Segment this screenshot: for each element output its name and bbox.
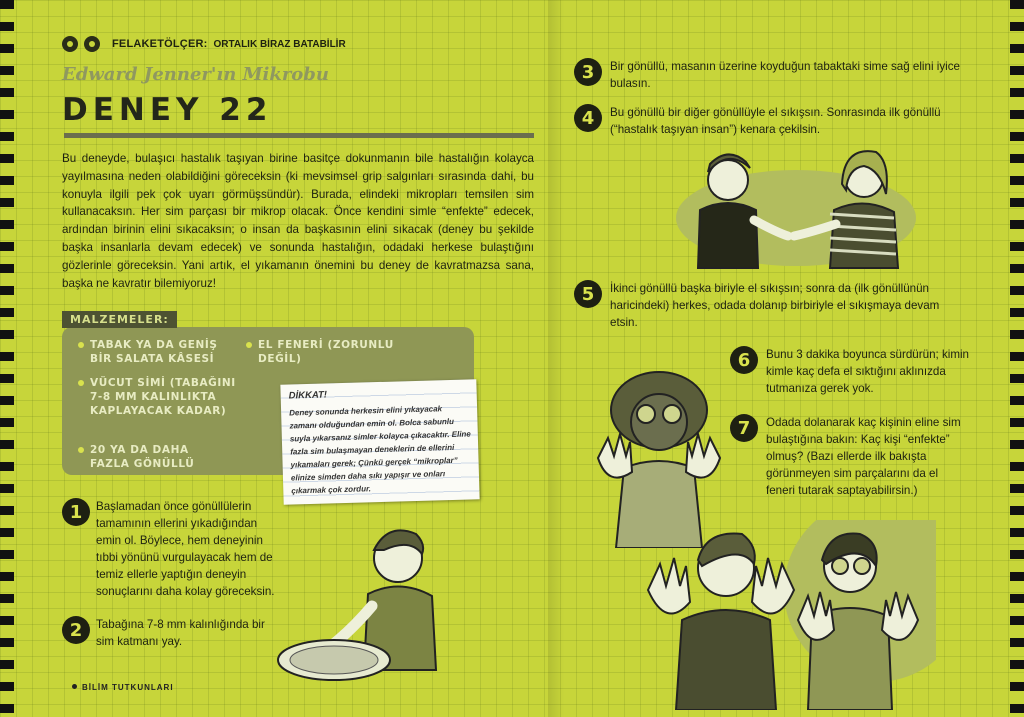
left-edge-dashes	[0, 0, 22, 717]
title-divider	[64, 133, 534, 138]
glitter-plate-illustration	[276, 520, 446, 690]
radiation-icon	[84, 36, 100, 52]
step-number: 2	[62, 616, 90, 644]
step-text: Bunu 3 dakika boyunca sürdürün; kimin kimle kaç defa el sıktığını aklınızda tutmanıza gerek yok.	[766, 348, 970, 395]
intro-paragraph: Bu deneyde, bulaşıcı hastalık taşıyan birine basitçe dokunmanın bile hastalığın kolayca yayılmasına neden olabildiğini göreceksin (ki mevsimsel grip salgınları sırasında dahi, bu konuyla ilgili pek çok uyarı görmüşsündür). Burada, elindeki mikropları temsilen sim kullanacaksın. Her sim parçası bir mikrop olacak. Önce kendini simle “enfekte” edecek, ardından birinin elini sıkacaksın; o insan da başkasının elini sıkacak (deney bu şekilde başka insanlarla devam edecek) ve sonunda hastalığın, odadaki herkese bulaştığını gözlerinle göreceksin. Yani artık, el yıkamanın önemini bu deney de kavratmazsa sana, başka ne kavratır bilemiyoruz!	[62, 152, 534, 290]
caution-note	[280, 379, 479, 504]
step-text: Tabağına 7-8 mm kalınlığında bir sim katmanı yay.	[96, 618, 265, 648]
materials-label: MALZEMELER:	[62, 311, 177, 328]
step-number: 7	[730, 414, 758, 442]
step-1	[62, 498, 284, 600]
handshake-illustration	[676, 140, 916, 270]
materials-item: 20 YA DA DAHA FAZLA GÖNÜLLÜ	[78, 443, 220, 471]
page-title: DENEY 22	[62, 92, 273, 128]
step-number: 6	[730, 346, 758, 374]
step-6	[730, 346, 970, 397]
caution-title: DİKKAT!	[288, 389, 328, 402]
step-4	[574, 104, 964, 138]
step-7	[730, 414, 970, 499]
step-number: 1	[62, 498, 90, 526]
step-number: 4	[574, 104, 602, 132]
materials-item: EL FENERİ (ZORUNLU DEĞİL)	[246, 338, 418, 366]
volunteers-hands-illustration	[646, 520, 936, 710]
hazard-meter	[62, 36, 346, 52]
hazard-meter-label: FELAKETÖLÇER:	[112, 38, 208, 50]
caution-text: Deney sonunda herkesin elini yıkayacak zamanı olduğundan emin ol. Bolca sabunlu suyla yıkarsanız simler kolayca çıkacaktır. Eline fazla sim bulaşmayan deneklerin de ellerini yıkamaları gerek; Çünkü gerçek “mikroplar” elinize simden daha sıkı yapışır ve onları çıkarmak çok zordur.	[289, 404, 471, 496]
hazard-meter-rating: ORTALIK BİRAZ BATABİLİR	[213, 38, 346, 50]
step-number: 3	[574, 58, 602, 86]
materials-item: VÜCUT SİMİ (TABAĞINI 7-8 MM KALINLIKTA KAPLAYACAK KADAR)	[78, 376, 250, 418]
step-2	[62, 616, 284, 650]
step-text: Odada dolanarak kaç kişinin eline sim bulaştığına bakın: Kaç kişi “enfekte” olmuş? (Bazı ellerde ilk bakışta görünmeyen sim parçalarını da el feneri tutarak saptayabilirsin.)	[766, 416, 961, 497]
footer-series: BİLİM TUTKUNLARI	[82, 683, 174, 692]
step-text: Bu gönüllü bir diğer gönüllüyle el sıkışsın. Sonrasında ilk gönüllü (“hastalık taşıyan insan”) kenara çekilsin.	[610, 106, 941, 136]
step-number: 5	[574, 280, 602, 308]
footer-bullet-icon	[72, 684, 77, 689]
experiment-subtitle: Edward Jenner'ın Mikrobu	[62, 64, 329, 85]
page-gutter	[548, 0, 564, 717]
step-text: Bir gönüllü, masanın üzerine koyduğun tabaktaki sime sağ elini iyice bulasın.	[610, 60, 960, 90]
materials-item: TABAK YA DA GENİŞ BİR SALATA KÂSESİ	[78, 338, 240, 366]
step-3	[574, 58, 964, 92]
step-5	[574, 280, 964, 331]
right-edge-dashes	[1002, 0, 1024, 717]
step-text: Başlamadan önce gönüllülerin tamamının ellerini yıkadığından emin ol. Böylece, hem deneyinin tıbbi yönünü vurgulayacak hem de temiz ellerle yaptığın deneyin sonuçlarını daha kolay göreceksin.	[96, 500, 275, 598]
step-text: İkinci gönüllü başka biriyle el sıkışsın; sonra da (ilk gönüllünün haricindeki) herkes, odada dolanıp birbiriyle el sıkışmaya devam etsin.	[610, 282, 940, 329]
radiation-icon	[62, 36, 78, 52]
